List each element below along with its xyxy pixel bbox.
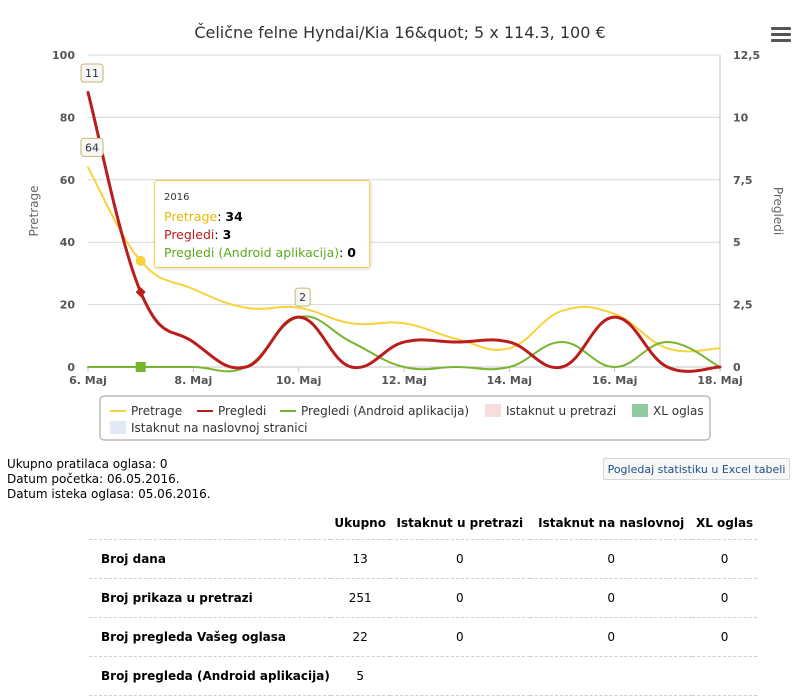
chart-legend xyxy=(100,396,710,440)
x-tick-label: 16. Maj xyxy=(591,374,638,387)
legend-item xyxy=(632,404,704,418)
chart-title: Čelične felne Hyndai/Kia 16&quot; 5 x 114.3, 100 € xyxy=(194,23,606,42)
start-date: Datum početka: 06.05.2016. xyxy=(7,472,180,486)
hover-marker-pretrage xyxy=(136,256,146,266)
legend-label: XL oglas xyxy=(653,404,704,418)
table-cell: 0 xyxy=(530,618,692,657)
table-cell: 0 xyxy=(390,579,531,618)
legend-item xyxy=(110,421,308,435)
table-cell: 0 xyxy=(530,579,692,618)
followers-count: Ukupno pratilaca oglasa: 0 xyxy=(7,457,168,471)
row-label: Broj prikaza u pretrazi xyxy=(89,579,331,618)
x-tick-label: 18. Maj xyxy=(697,374,743,387)
table-cell: 0 xyxy=(390,618,531,657)
data-label xyxy=(81,64,103,82)
data-label-text: 64 xyxy=(85,141,99,155)
stats-table xyxy=(89,507,757,696)
tooltip-row-pretrage: Pretrage: 34 xyxy=(164,209,243,224)
row-label: Broj dana xyxy=(89,540,331,579)
table-header: Ukupno xyxy=(334,516,386,530)
tooltip-row-pregledi: Pregledi: 3 xyxy=(164,227,232,242)
end-date: Datum isteka oglasa: 05.06.2016. xyxy=(7,487,211,501)
x-tick-label: 14. Maj xyxy=(486,374,533,387)
series-line-2 xyxy=(88,316,720,371)
table-row xyxy=(89,657,757,696)
table-row xyxy=(89,540,757,579)
x-tick-label: 6. Maj xyxy=(69,374,107,387)
excel-export-button[interactable]: Pogledaj statistiku u Excel tabeli xyxy=(603,458,790,480)
y-left-tick-label: 40 xyxy=(59,236,75,250)
tooltip-series-value: 34 xyxy=(225,209,243,224)
x-tick-label: 10. Maj xyxy=(275,374,322,387)
y-right-axis-title: Pregledi xyxy=(771,186,785,236)
table-cell xyxy=(390,657,531,696)
hover-marker-pregledi xyxy=(136,287,146,297)
table-header: Istaknut u pretrazi xyxy=(396,516,524,530)
legend-label: Istaknut u pretrazi xyxy=(506,404,617,418)
table-cell xyxy=(692,657,757,696)
data-label-text: 11 xyxy=(85,67,99,80)
x-tick-label: 12. Maj xyxy=(381,374,427,387)
legend-item xyxy=(280,404,469,418)
y-right-tick-label: 7,5 xyxy=(733,173,753,187)
legend-label: Istaknut na naslovnoj stranici xyxy=(131,421,308,435)
x-tick-label: 8. Maj xyxy=(174,374,213,387)
tooltip-series-name: Pregledi (Android aplikacija) xyxy=(164,245,340,260)
legend-label: Pregledi (Android aplikacija) xyxy=(301,404,470,418)
table-cell xyxy=(530,657,692,696)
data-label xyxy=(81,138,103,156)
row-label: Broj pregleda Vašeg oglasa xyxy=(89,618,331,657)
data-label xyxy=(295,288,310,306)
y-left-tick-label: 80 xyxy=(59,111,75,125)
y-left-tick-label: 100 xyxy=(52,49,75,62)
y-right-tick-label: 10 xyxy=(733,111,749,125)
table-cell: 0 xyxy=(530,540,692,579)
y-left-tick-label: 0 xyxy=(67,361,75,374)
tooltip-series-value: 0 xyxy=(347,245,356,260)
table-cell: 13 xyxy=(331,540,390,579)
tooltip-row-android: Pregledi (Android aplikacija): 0 xyxy=(164,245,356,260)
table-cell: 0 xyxy=(692,540,757,579)
legend-symbol xyxy=(632,404,648,417)
legend-label: Pretrage xyxy=(131,404,183,418)
table-cell: 251 xyxy=(331,579,390,618)
tooltip-series-name: Pretrage xyxy=(164,209,218,224)
tooltip-series-value: 3 xyxy=(222,227,232,242)
legend-symbol xyxy=(110,421,126,434)
table-cell: 0 xyxy=(692,618,757,657)
chart-tooltip xyxy=(154,180,370,268)
table-row xyxy=(89,579,757,618)
table-cell: 0 xyxy=(390,540,531,579)
table-header: XL oglas xyxy=(695,516,754,530)
y-right-tick-label: 5 xyxy=(733,236,741,250)
chart-menu-icon[interactable] xyxy=(771,27,791,43)
data-label-text: 2 xyxy=(299,291,307,305)
ad-info xyxy=(7,457,211,502)
y-right-tick-label: 2,5 xyxy=(733,298,753,312)
y-right-tick-label: 0 xyxy=(733,361,741,374)
table-header-row xyxy=(89,507,757,540)
tooltip-header: 2016 xyxy=(164,192,190,203)
table-header: Istaknut na naslovnoj xyxy=(538,516,685,530)
table-cell: 5 xyxy=(331,657,390,696)
y-left-tick-label: 60 xyxy=(59,173,75,187)
table-cell: 0 xyxy=(692,579,757,618)
table-row xyxy=(89,618,757,657)
legend-symbol xyxy=(485,404,501,417)
hover-marker-android xyxy=(136,362,146,372)
tooltip-series-name: Pregledi xyxy=(164,227,215,242)
table-cell: 22 xyxy=(331,618,390,657)
y-left-axis-title: Pretrage xyxy=(27,185,41,237)
y-right-tick-label: 12,5 xyxy=(733,49,761,62)
table-header xyxy=(89,507,331,540)
row-label: Broj pregleda (Android aplikacija) xyxy=(89,657,331,696)
y-left-tick-label: 20 xyxy=(59,298,75,312)
legend-label: Pregledi xyxy=(218,404,267,418)
